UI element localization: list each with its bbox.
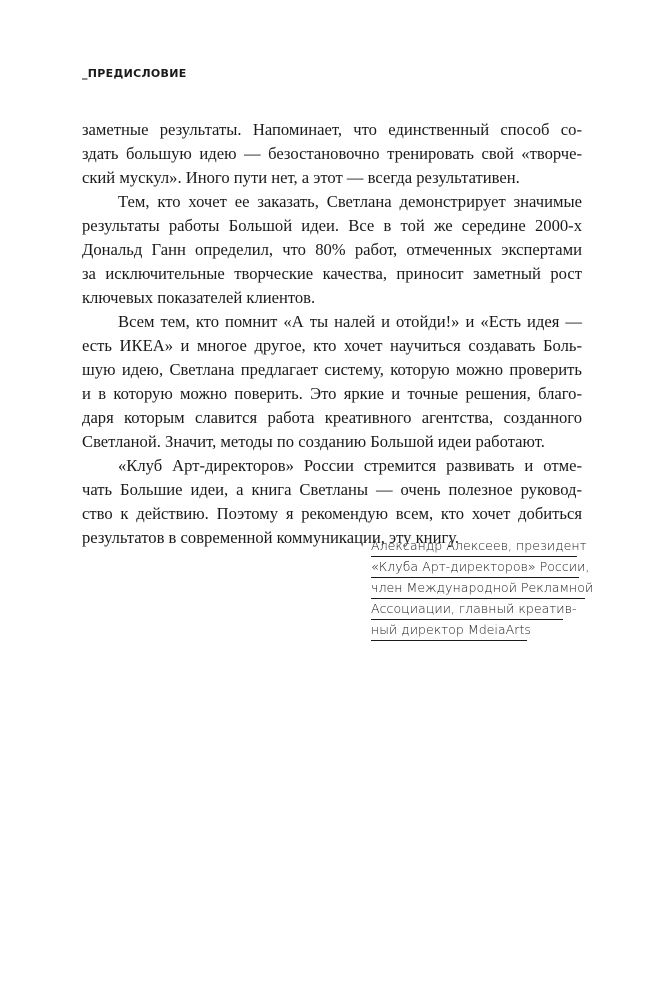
running-head: _ПРЕДИСЛОВИЕ: [82, 67, 187, 80]
text-line: Светланой. Значит, методы по созданию Большой идеи работают.: [82, 432, 545, 451]
text-line: Дональд Ганн определил, что 80% работ, отмеченных экспертами: [82, 240, 582, 259]
paragraph: [82, 190, 582, 310]
signature-line: ный директор MdeiaArts: [371, 620, 527, 641]
text-line: «Клуб Арт-директоров» России стремится развивать и отме-: [118, 456, 582, 475]
text-line: чать Большие идеи, а книга Светланы — очень полезное руковод-: [82, 480, 582, 499]
text-line: здать большую идею — безостановочно тренировать свой «творче-: [82, 144, 582, 163]
signature-line: член Международной Рекламной: [371, 578, 585, 599]
text-line: ство к действию. Поэтому я рекомендую всем, кто хочет добиться: [82, 504, 582, 523]
paragraph: [82, 310, 582, 454]
text-line: ключевых показателей клиентов.: [82, 288, 316, 307]
text-line: Тем, кто хочет ее заказать, Светлана демонстрирует значимые: [118, 192, 582, 211]
text-line: ский мускул». Иного пути нет, а этот — всегда результативен.: [82, 168, 520, 187]
text-line: заметные результаты. Напоминает, что единственный способ со-: [82, 120, 582, 139]
text-line: шую идею, Светлана предлагает систему, которую можно проверить: [82, 360, 582, 379]
text-line: и в которую можно поверить. Это яркие и точные решения, благо-: [82, 384, 582, 403]
text-line: результаты работы Большой идеи. Все в той же середине 2000-х: [82, 216, 582, 235]
text-line: есть ИКЕА» и многое другое, кто хочет научиться создавать Боль-: [82, 336, 582, 355]
signature-line: Александр Алексеев, президент: [371, 536, 577, 557]
signature-block: [371, 536, 594, 641]
text-line: за исключительные творческие качества, приносит заметный рост: [82, 264, 582, 283]
text-line: Всем тем, кто помнит «А ты налей и отойди!» и «Есть идея —: [118, 312, 582, 331]
paragraph: [82, 118, 582, 190]
text-line: даря которым славится работа креативного агентства, созданного: [82, 408, 582, 427]
text-line: результатов в современной коммуникации, эту книгу.: [82, 528, 460, 547]
body-text: [82, 118, 582, 550]
signature-line: «Клуба Арт-директоров» России,: [371, 557, 579, 578]
signature-line: Ассоциации, главный креатив-: [371, 599, 563, 620]
